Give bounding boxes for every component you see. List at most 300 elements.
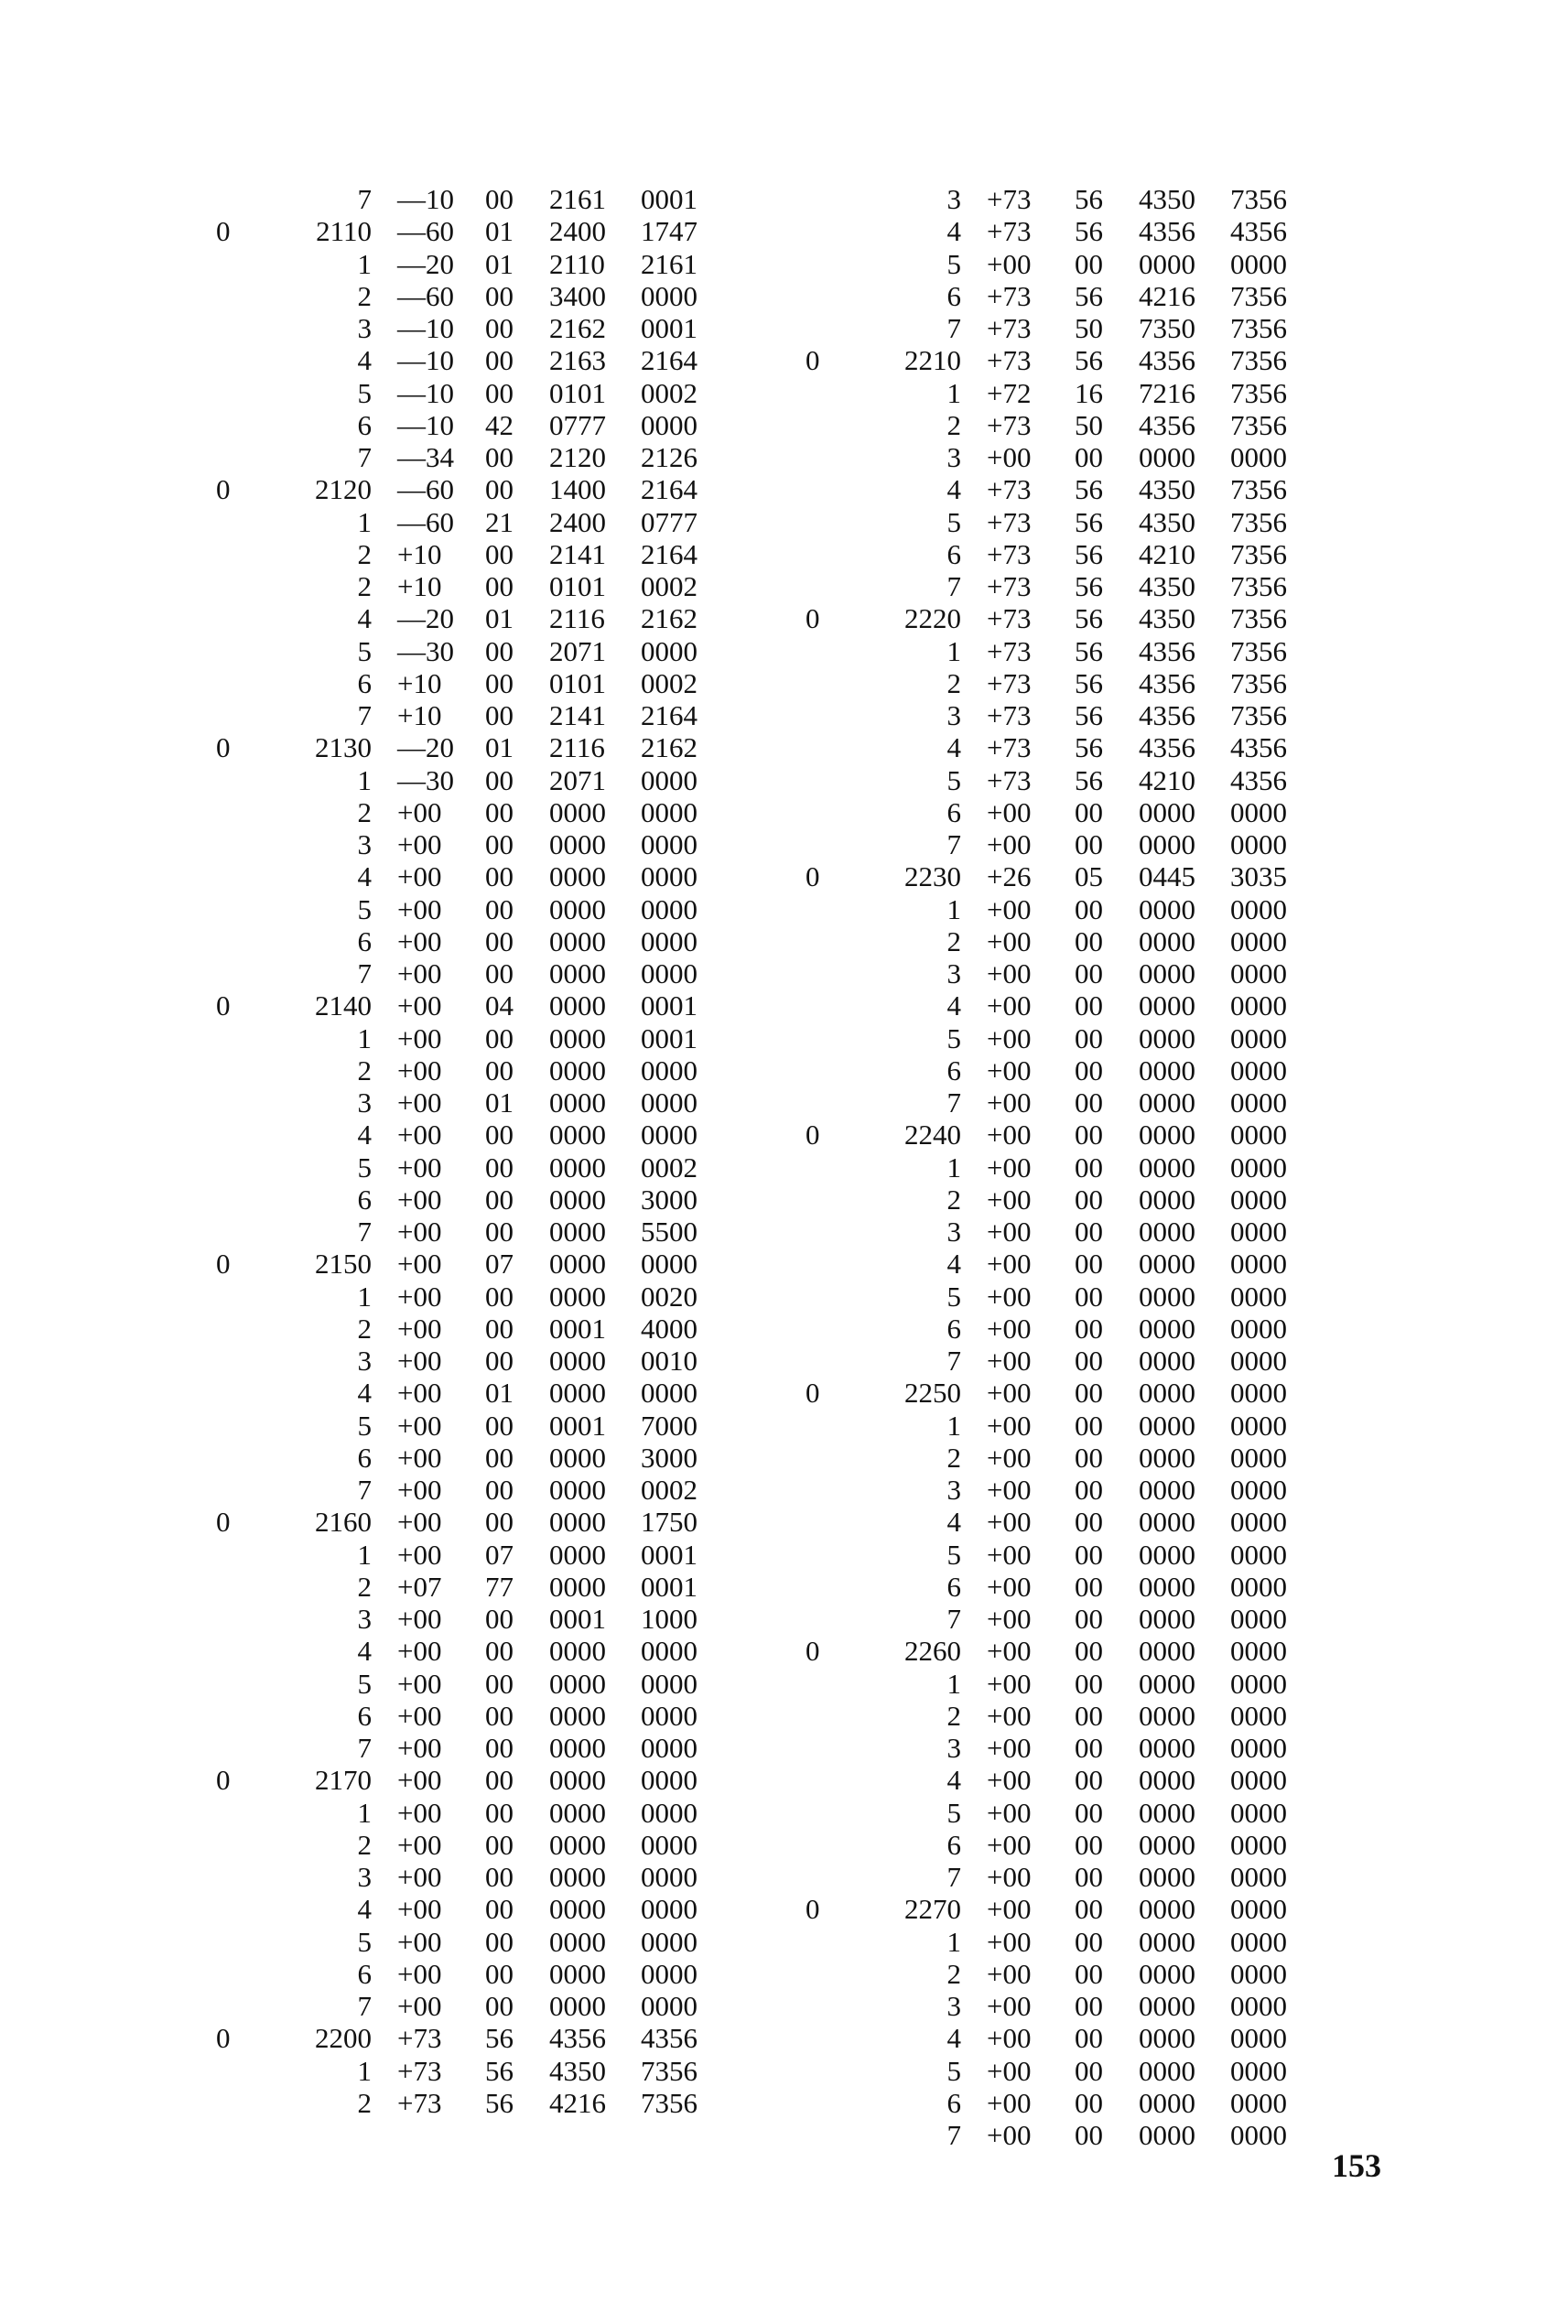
signed-code-cell: +00 [987, 1248, 1032, 1281]
field-d-cell: 0001 [641, 1538, 697, 1571]
field-d-cell: 0000 [641, 1054, 697, 1086]
block-marker-cell [806, 957, 842, 989]
table-row [806, 1571, 1303, 1603]
field-c-cell: 2400 [549, 215, 606, 248]
address-cell: 3 [946, 1474, 961, 1506]
table-row [216, 635, 714, 667]
field-c-cell: 4216 [1139, 279, 1195, 312]
field-b-cell: 00 [1075, 1893, 1103, 1926]
field-b-cell: 00 [485, 1345, 514, 1377]
field-b-cell: 00 [485, 1119, 514, 1151]
address-cell: 2 [357, 537, 372, 570]
block-marker-cell [806, 1732, 842, 1764]
field-c-cell: 0000 [549, 1732, 606, 1764]
field-c-cell: 4350 [549, 2054, 606, 2087]
field-b-cell: 00 [1075, 924, 1103, 957]
field-d-cell: 7356 [1230, 344, 1287, 377]
field-b-cell: 56 [1075, 473, 1103, 506]
address-cell: 2 [946, 666, 961, 699]
left-column-table [216, 183, 714, 2119]
block-marker-cell [216, 1958, 253, 1990]
table-row [806, 1764, 1303, 1796]
table-row [216, 1893, 714, 1925]
field-c-cell: 0000 [549, 1990, 606, 2022]
signed-code-cell: +00 [397, 1345, 442, 1377]
field-c-cell: 0777 [549, 408, 606, 441]
field-d-cell: 0000 [1230, 441, 1287, 473]
field-d-cell: 7356 [1230, 473, 1287, 506]
block-marker-cell [216, 1635, 253, 1667]
field-c-cell: 0000 [1139, 1409, 1195, 1442]
field-b-cell: 56 [1075, 634, 1103, 667]
field-d-cell: 0000 [1230, 1312, 1287, 1345]
field-b-cell: 00 [1075, 441, 1103, 473]
field-d-cell: 0000 [1230, 1280, 1287, 1313]
address-cell: 1 [357, 505, 372, 538]
table-row [216, 1313, 714, 1345]
field-d-cell: 0000 [641, 1828, 697, 1861]
address-cell: 6 [946, 1054, 961, 1086]
block-marker-cell [216, 344, 253, 376]
signed-code-cell: —10 [397, 408, 454, 441]
field-c-cell: 0000 [549, 1957, 606, 1990]
table-row [806, 925, 1303, 957]
field-d-cell: 1747 [641, 215, 697, 248]
field-c-cell: 0000 [549, 1570, 606, 1603]
field-b-cell: 00 [1075, 1925, 1103, 1958]
address-cell: 3 [946, 1990, 961, 2022]
address-cell: 4 [357, 1893, 372, 1926]
signed-code-cell: +73 [987, 473, 1032, 506]
field-b-cell: 01 [485, 1086, 514, 1119]
table-row [216, 699, 714, 731]
field-d-cell: 0000 [641, 795, 697, 828]
block-marker-cell [216, 1861, 253, 1893]
block-marker-cell [216, 1700, 253, 1732]
address-cell: 4 [946, 1248, 961, 1281]
field-c-cell: 0000 [549, 1345, 606, 1377]
table-row [216, 570, 714, 602]
table-row [806, 506, 1303, 538]
field-b-cell: 00 [1075, 1183, 1103, 1216]
field-b-cell: 00 [1075, 1086, 1103, 1119]
field-d-cell: 4356 [641, 2022, 697, 2055]
address-cell: 7 [946, 1861, 961, 1893]
field-c-cell: 4350 [1139, 183, 1195, 215]
table-row [806, 1345, 1303, 1377]
table-row [806, 989, 1303, 1021]
block-marker-cell: 0 [216, 1506, 231, 1539]
table-row [806, 1893, 1303, 1925]
address-cell: 2260 [904, 1635, 961, 1668]
address-cell: 7 [357, 957, 372, 989]
address-cell: 5 [946, 247, 961, 280]
block-marker-cell [806, 1086, 842, 1119]
field-d-cell: 0000 [641, 924, 697, 957]
signed-code-cell: +73 [987, 699, 1032, 731]
field-d-cell: 0000 [1230, 1570, 1287, 1603]
field-b-cell: 00 [1075, 989, 1103, 1022]
field-c-cell: 4356 [1139, 634, 1195, 667]
address-cell: 5 [357, 634, 372, 667]
block-marker-cell [216, 635, 253, 667]
field-d-cell: 0000 [1230, 828, 1287, 860]
address-cell: 6 [357, 408, 372, 441]
address-cell: 4 [946, 989, 961, 1022]
field-d-cell: 7356 [1230, 634, 1287, 667]
field-c-cell: 1400 [549, 473, 606, 506]
signed-code-cell: +00 [397, 1474, 442, 1506]
table-row [216, 1829, 714, 1861]
table-row [216, 1377, 714, 1409]
field-d-cell: 0002 [641, 666, 697, 699]
block-marker-cell [216, 893, 253, 925]
field-c-cell: 0001 [549, 1409, 606, 1442]
table-row [216, 1668, 714, 1700]
address-cell: 5 [357, 1667, 372, 1700]
field-c-cell: 0000 [1139, 1570, 1195, 1603]
field-b-cell: 00 [1075, 1861, 1103, 1893]
signed-code-cell: +73 [397, 2054, 442, 2087]
block-marker-cell: 0 [806, 1635, 820, 1668]
field-b-cell: 07 [485, 1538, 514, 1571]
field-d-cell: 0000 [1230, 1699, 1287, 1732]
field-b-cell: 00 [485, 1861, 514, 1893]
field-b-cell: 00 [1075, 1345, 1103, 1377]
field-c-cell: 2163 [549, 344, 606, 377]
field-b-cell: 00 [485, 1796, 514, 1829]
field-d-cell: 0000 [1230, 1377, 1287, 1410]
table-row [806, 1829, 1303, 1861]
address-cell: 6 [357, 666, 372, 699]
field-d-cell: 0000 [1230, 1441, 1287, 1474]
field-d-cell: 0000 [641, 1861, 697, 1893]
block-marker-cell [806, 215, 842, 247]
signed-code-cell: —34 [397, 441, 454, 473]
field-b-cell: 00 [485, 666, 514, 699]
field-d-cell: 7356 [1230, 312, 1287, 344]
field-b-cell: 00 [485, 1441, 514, 1474]
field-b-cell: 56 [485, 2022, 514, 2055]
table-row [216, 377, 714, 409]
block-marker-cell [806, 699, 842, 731]
block-marker-cell [806, 893, 842, 925]
table-row [216, 1022, 714, 1054]
field-c-cell: 2400 [549, 505, 606, 538]
signed-code-cell: +00 [987, 441, 1032, 473]
signed-code-cell: +00 [987, 1603, 1032, 1635]
field-d-cell: 1750 [641, 1506, 697, 1539]
signed-code-cell: +00 [987, 1280, 1032, 1313]
field-c-cell: 0000 [1139, 1957, 1195, 1990]
table-row [806, 2055, 1303, 2087]
field-c-cell: 0000 [1139, 1119, 1195, 1151]
table-row [216, 2087, 714, 2119]
address-cell: 2220 [904, 602, 961, 635]
address-cell: 1 [357, 1538, 372, 1571]
signed-code-cell: —20 [397, 247, 454, 280]
field-c-cell: 3400 [549, 279, 606, 312]
field-d-cell: 0000 [1230, 2054, 1287, 2087]
field-b-cell: 56 [1075, 602, 1103, 635]
field-c-cell: 0001 [549, 1312, 606, 1345]
field-b-cell: 01 [485, 1377, 514, 1410]
field-b-cell: 00 [1075, 1732, 1103, 1764]
field-d-cell: 0000 [1230, 1925, 1287, 1958]
signed-code-cell: +00 [397, 1861, 442, 1893]
table-row [216, 1926, 714, 1958]
table-row [806, 2119, 1303, 2151]
field-d-cell: 7356 [1230, 408, 1287, 441]
block-marker-cell [216, 1151, 253, 1184]
field-d-cell: 0000 [1230, 2119, 1287, 2151]
field-d-cell: 7356 [1230, 279, 1287, 312]
block-marker-cell [806, 570, 842, 602]
field-b-cell: 00 [1075, 1119, 1103, 1151]
block-marker-cell [806, 2087, 842, 2119]
table-row [216, 1732, 714, 1764]
table-row [216, 731, 714, 763]
address-cell: 2270 [904, 1893, 961, 1926]
field-c-cell: 0101 [549, 570, 606, 602]
address-cell: 2230 [904, 860, 961, 893]
signed-code-cell: +00 [987, 1119, 1032, 1151]
field-b-cell: 56 [1075, 183, 1103, 215]
field-d-cell: 0000 [1230, 1957, 1287, 1990]
signed-code-cell: +73 [987, 312, 1032, 344]
block-marker-cell [216, 699, 253, 731]
field-d-cell: 0000 [1230, 1086, 1287, 1119]
block-marker-cell [216, 1184, 253, 1216]
field-c-cell: 0000 [549, 1635, 606, 1668]
field-d-cell: 0000 [641, 1248, 697, 1281]
field-d-cell: 0000 [1230, 1248, 1287, 1281]
table-row [806, 1022, 1303, 1054]
table-row [216, 1700, 714, 1732]
field-b-cell: 00 [1075, 892, 1103, 925]
table-row [216, 893, 714, 925]
field-d-cell: 0000 [1230, 2022, 1287, 2055]
field-b-cell: 00 [485, 1764, 514, 1797]
field-c-cell: 4356 [1139, 666, 1195, 699]
field-b-cell: 00 [485, 860, 514, 893]
address-cell: 1 [357, 247, 372, 280]
signed-code-cell: +00 [397, 1506, 442, 1539]
block-marker-cell [216, 957, 253, 989]
field-b-cell: 00 [485, 537, 514, 570]
field-b-cell: 56 [1075, 699, 1103, 731]
field-d-cell: 0000 [641, 1925, 697, 1958]
block-marker-cell [216, 248, 253, 280]
address-cell: 6 [357, 924, 372, 957]
field-b-cell: 00 [1075, 1570, 1103, 1603]
block-marker-cell [216, 312, 253, 344]
field-b-cell: 56 [1075, 215, 1103, 248]
signed-code-cell: +00 [397, 1183, 442, 1216]
signed-code-cell: —30 [397, 763, 454, 796]
block-marker-cell: 0 [216, 2022, 231, 2055]
right-column-body [806, 183, 1303, 2151]
address-cell: 6 [357, 1957, 372, 1990]
signed-code-cell: —20 [397, 731, 454, 764]
table-row [806, 860, 1303, 892]
field-d-cell: 7356 [641, 2054, 697, 2087]
field-d-cell: 0000 [1230, 1990, 1287, 2022]
table-row [806, 893, 1303, 925]
field-c-cell: 2071 [549, 763, 606, 796]
address-cell: 7 [946, 828, 961, 860]
table-row [806, 1054, 1303, 1086]
table-row [216, 989, 714, 1021]
field-d-cell: 0000 [641, 1119, 697, 1151]
table-row [216, 473, 714, 505]
field-b-cell: 16 [1075, 376, 1103, 409]
signed-code-cell: +00 [987, 1893, 1032, 1926]
address-cell: 5 [357, 1151, 372, 1184]
field-c-cell: 0000 [1139, 1086, 1195, 1119]
field-c-cell: 0000 [549, 828, 606, 860]
table-row [216, 1474, 714, 1506]
field-d-cell: 2161 [641, 247, 697, 280]
table-row [806, 344, 1303, 376]
block-marker-cell [806, 1958, 842, 1990]
block-marker-cell [806, 1926, 842, 1958]
field-c-cell: 2116 [549, 731, 605, 764]
right-column-table [806, 183, 1303, 2151]
field-d-cell: 4356 [1230, 731, 1287, 764]
address-cell: 4 [946, 731, 961, 764]
signed-code-cell: —30 [397, 634, 454, 667]
signed-code-cell: +00 [987, 1764, 1032, 1797]
field-d-cell: 7356 [1230, 570, 1287, 602]
field-c-cell: 4356 [1139, 731, 1195, 764]
field-b-cell: 00 [485, 279, 514, 312]
signed-code-cell: +00 [987, 1054, 1032, 1086]
address-cell: 3 [946, 1732, 961, 1764]
field-c-cell: 0000 [549, 1021, 606, 1054]
address-cell: 2 [946, 1441, 961, 1474]
field-d-cell: 3035 [1230, 860, 1287, 893]
field-d-cell: 7356 [1230, 666, 1287, 699]
table-row [806, 602, 1303, 634]
block-marker-cell [806, 1797, 842, 1829]
table-row [806, 280, 1303, 312]
field-b-cell: 56 [1075, 505, 1103, 538]
table-row [806, 1732, 1303, 1764]
signed-code-cell: +73 [987, 215, 1032, 248]
field-d-cell: 0000 [641, 860, 697, 893]
field-b-cell: 01 [485, 602, 514, 635]
table-row [806, 1086, 1303, 1119]
field-b-cell: 00 [1075, 828, 1103, 860]
field-b-cell: 00 [1075, 1506, 1103, 1539]
field-c-cell: 0000 [1139, 1474, 1195, 1506]
field-b-cell: 00 [485, 1151, 514, 1184]
table-row [216, 1345, 714, 1377]
field-b-cell: 00 [1075, 2054, 1103, 2087]
field-d-cell: 0002 [641, 570, 697, 602]
block-marker-cell [216, 1539, 253, 1571]
table-row [806, 1119, 1303, 1151]
field-c-cell: 0000 [1139, 2119, 1195, 2151]
table-row [216, 1410, 714, 1442]
address-cell: 1 [946, 1151, 961, 1184]
field-d-cell: 2126 [641, 441, 697, 473]
table-row [216, 828, 714, 860]
field-c-cell: 0101 [549, 666, 606, 699]
field-d-cell: 0000 [641, 1732, 697, 1764]
signed-code-cell: +00 [987, 892, 1032, 925]
signed-code-cell: +73 [397, 2086, 442, 2119]
block-marker-cell [216, 764, 253, 796]
field-c-cell: 0000 [549, 1248, 606, 1281]
signed-code-cell: +73 [987, 505, 1032, 538]
block-marker-cell [216, 1345, 253, 1377]
block-marker-cell: 0 [806, 1893, 820, 1926]
field-c-cell: 0000 [549, 1796, 606, 1829]
signed-code-cell: +73 [987, 602, 1032, 635]
field-b-cell: 00 [485, 441, 514, 473]
field-b-cell: 07 [485, 1248, 514, 1281]
field-b-cell: 00 [485, 1603, 514, 1635]
field-b-cell: 04 [485, 989, 514, 1022]
field-b-cell: 00 [485, 1216, 514, 1248]
block-marker-cell [216, 828, 253, 860]
field-c-cell: 0000 [1139, 957, 1195, 989]
signed-code-cell: +00 [987, 1667, 1032, 1700]
table-row [216, 1054, 714, 1086]
block-marker-cell [806, 1539, 842, 1571]
table-row [216, 1506, 714, 1538]
address-cell: 6 [946, 1570, 961, 1603]
signed-code-cell: +00 [397, 860, 442, 893]
signed-code-cell: —60 [397, 215, 454, 248]
block-marker-cell: 0 [806, 1377, 820, 1410]
block-marker-cell [806, 1313, 842, 1345]
signed-code-cell: +00 [397, 1732, 442, 1764]
field-b-cell: 56 [1075, 666, 1103, 699]
table-row [806, 1506, 1303, 1538]
address-cell: 6 [946, 795, 961, 828]
address-cell: 3 [357, 1861, 372, 1893]
signed-code-cell: —10 [397, 183, 454, 215]
block-marker-cell [216, 2087, 253, 2119]
block-marker-cell [806, 1861, 842, 1893]
field-b-cell: 00 [1075, 2119, 1103, 2151]
signed-code-cell: +00 [987, 2119, 1032, 2151]
address-cell: 1 [357, 2054, 372, 2087]
field-c-cell: 0000 [1139, 1506, 1195, 1539]
field-c-cell: 0000 [1139, 2086, 1195, 2119]
signed-code-cell: +00 [987, 1732, 1032, 1764]
field-d-cell: 2162 [641, 731, 697, 764]
address-cell: 2 [946, 1957, 961, 1990]
field-d-cell: 0001 [641, 989, 697, 1022]
signed-code-cell: +00 [397, 1925, 442, 1958]
block-marker-cell [806, 731, 842, 763]
field-b-cell: 00 [1075, 1667, 1103, 1700]
table-row [806, 1926, 1303, 1958]
block-marker-cell: 0 [806, 860, 820, 893]
address-cell: 2 [946, 1699, 961, 1732]
table-row [806, 1861, 1303, 1893]
signed-code-cell: +00 [987, 989, 1032, 1022]
signed-code-cell: +00 [397, 989, 442, 1022]
field-d-cell: 0000 [641, 1635, 697, 1668]
table-row [806, 1635, 1303, 1667]
field-d-cell: 0777 [641, 505, 697, 538]
field-c-cell: 0000 [549, 1828, 606, 1861]
